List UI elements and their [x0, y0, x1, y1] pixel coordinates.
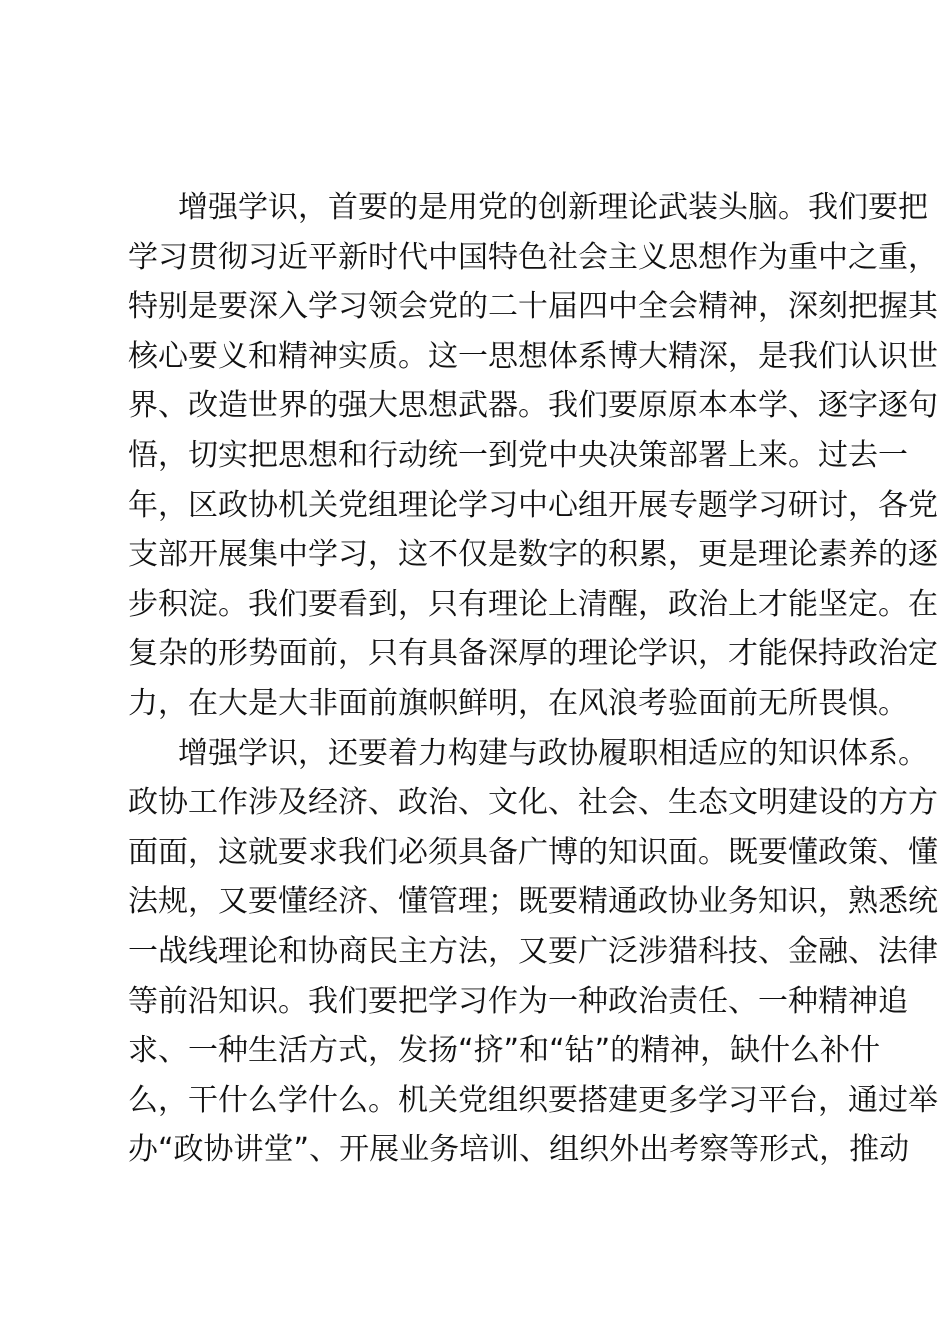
- text-line: 步积淀。我们要看到，只有理论上清醒，政治上才能坚定。在: [128, 586, 938, 622]
- text-line: 学习贯彻习近平新时代中国特色社会主义思想作为重中之重，: [128, 239, 938, 275]
- document-page: [128, 183, 938, 1175]
- text-line: 一战线理论和协商民主方法，又要广泛涉猎科技、金融、法律: [128, 933, 938, 969]
- text-line: 政协工作涉及经济、政治、文化、社会、生态文明建设的方方: [128, 785, 938, 821]
- text-line: 悟，切实把思想和行动统一到党中央决策部署上来。过去一: [128, 437, 908, 473]
- text-line: 核心要义和精神实质。这一思想体系博大精深，是我们认识世: [128, 338, 938, 374]
- paragraph-knowledge: [128, 729, 938, 1175]
- text-line: 支部开展集中学习，这不仅是数字的积累，更是理论素养的逐: [128, 537, 938, 573]
- paragraph-theory: [128, 183, 938, 729]
- text-line: 法规，又要懂经济、懂管理；既要精通政协业务知识，熟悉统: [128, 884, 938, 920]
- text-line: 年，区政协机关党组理论学习中心组开展专题学习研讨，各党: [128, 487, 938, 523]
- text-line: 特别是要深入学习领会党的二十届四中全会精神，深刻把握其: [128, 289, 938, 325]
- text-line: 求、一种生活方式，发扬“挤”和“钻”的精神，缺什么补什: [128, 1033, 881, 1069]
- text-line: 增强学识，还要着力构建与政协履职相适应的知识体系。: [178, 735, 928, 771]
- text-line: 么，干什么学什么。机关党组织要搭建更多学习平台，通过举: [128, 1082, 938, 1118]
- text-line: 复杂的形势面前，只有具备深厚的理论学识，才能保持政治定: [128, 636, 938, 672]
- text-line: 界、改造世界的强大思想武器。我们要原原本本学、逐字逐句: [128, 388, 938, 424]
- text-line: 力，在大是大非面前旗帜鲜明，在风浪考验面前无所畏惧。: [128, 685, 908, 721]
- text-line: 面面，这就要求我们必须具备广博的知识面。既要懂政策、懂: [128, 834, 938, 870]
- text-line: 增强学识，首要的是用党的创新理论武装头脑。我们要把: [178, 190, 928, 225]
- text-line: 办“政协讲堂”、开展业务培训、组织外出考察等形式，推动: [128, 1132, 910, 1168]
- text-line: 等前沿知识。我们要把学习作为一种政治责任、一种精神追: [128, 983, 908, 1019]
